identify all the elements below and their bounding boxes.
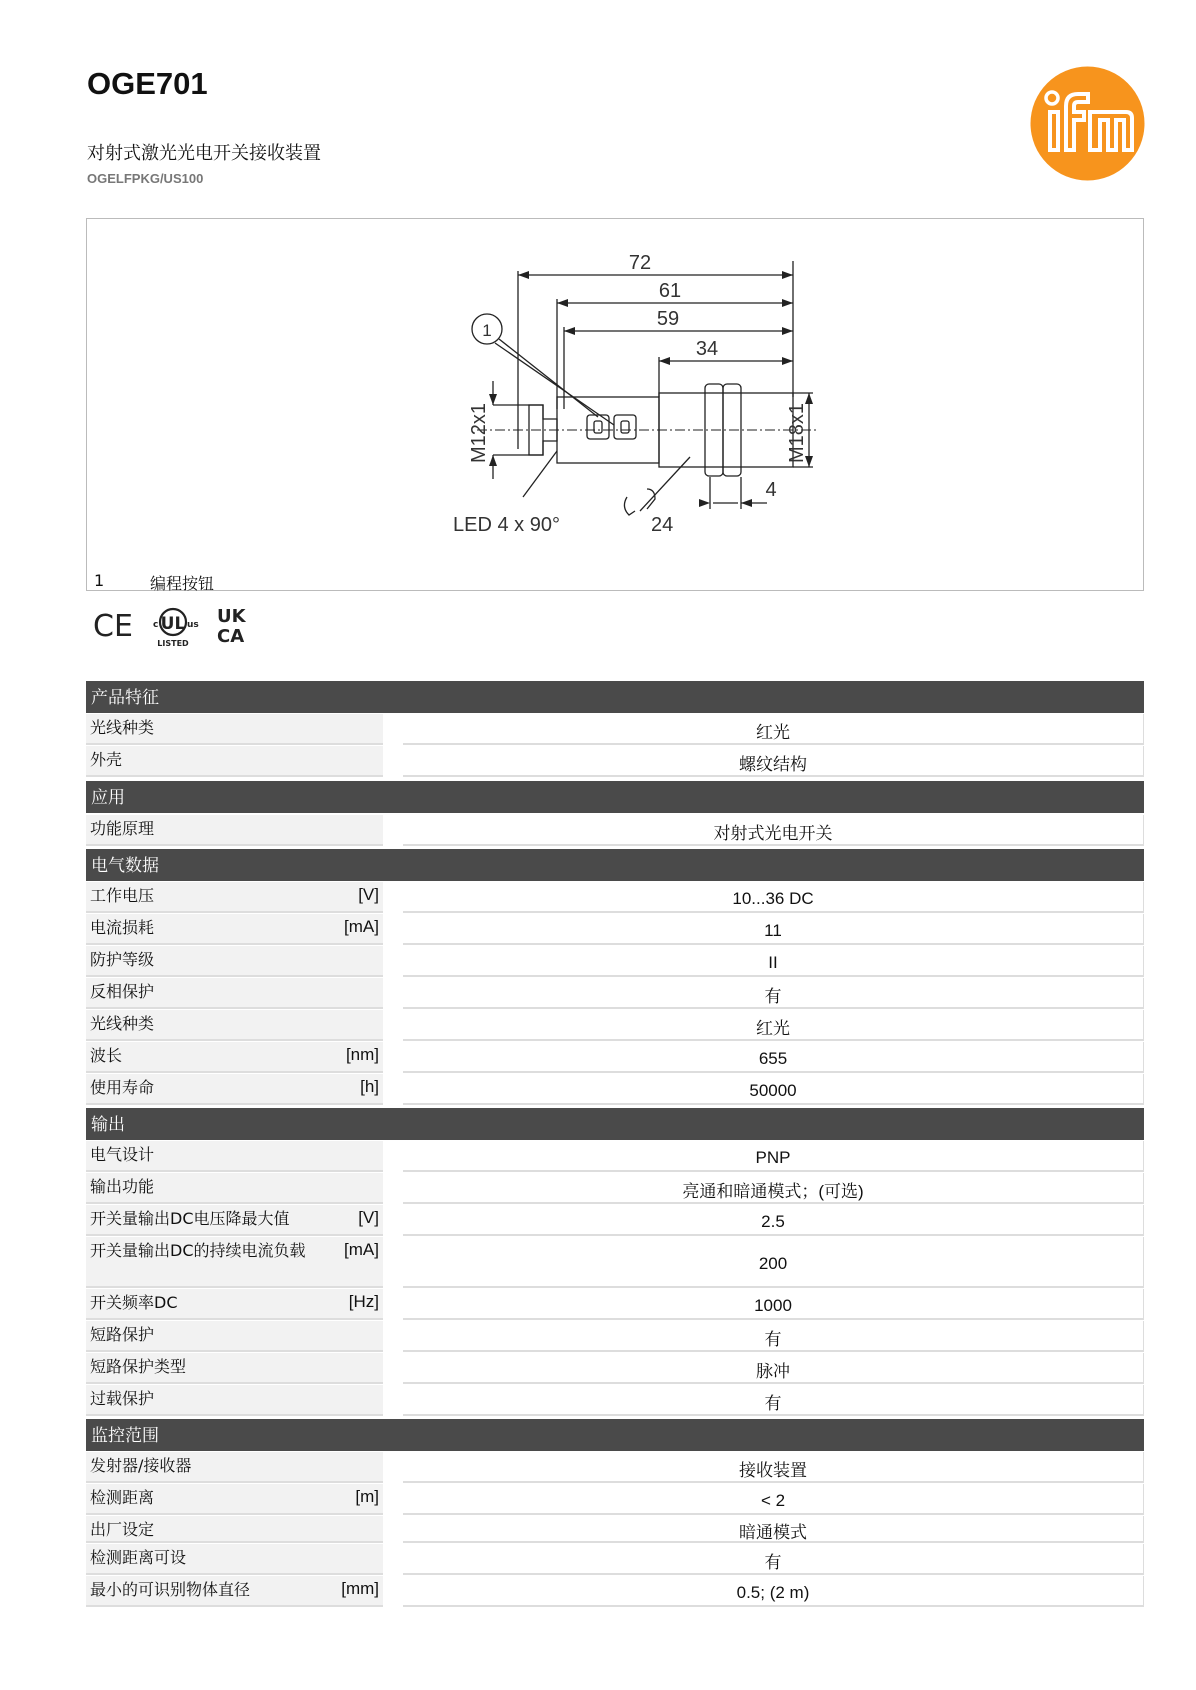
ifm-logo-icon — [1030, 66, 1145, 181]
spec-unit: [Hz] — [348, 1292, 379, 1311]
dim-4-label: 4 — [765, 479, 777, 501]
spec-label: 功能原理 — [90, 819, 155, 838]
spec-row — [86, 1452, 1144, 1483]
product-description: 对射式激光光电开关接收装置 — [87, 143, 321, 164]
spec-label: 反相保护 — [90, 982, 155, 1001]
spec-label: 短路保护 — [90, 1325, 155, 1344]
spec-row — [86, 815, 1144, 846]
spec-unit: [mA] — [344, 1240, 379, 1259]
spec-value: 0.5; (2 m) — [403, 1576, 1144, 1607]
section-header-output: 输出 — [86, 1108, 1144, 1140]
product-code: OGELFPKG/US100 — [87, 171, 204, 186]
led-label: LED 4 x 90° — [453, 514, 560, 536]
spec-row — [86, 714, 1144, 745]
spec-row — [86, 1544, 1144, 1575]
spec-value: 有 — [403, 1385, 1144, 1416]
spec-unit: [V] — [358, 885, 379, 904]
ul-listed-icon — [153, 609, 199, 648]
spec-value: 红光 — [403, 714, 1144, 745]
spec-label: 最小的可识别物体直径 — [90, 1580, 251, 1599]
spec-value: 有 — [403, 978, 1144, 1009]
spec-value: < 2 — [403, 1484, 1144, 1515]
legend-text: 编程按钮 — [150, 574, 215, 593]
spec-value: 暗通模式 — [403, 1516, 1144, 1543]
dimension-drawing — [86, 218, 1144, 591]
section-header-features: 产品特征 — [86, 681, 1144, 713]
spec-label: 短路保护类型 — [90, 1357, 187, 1376]
spec-row — [86, 1385, 1144, 1416]
callout-number: 1 — [482, 321, 492, 340]
spec-label: 防护等级 — [90, 950, 155, 969]
spec-row — [86, 1484, 1144, 1515]
dim-34-label: 34 — [695, 338, 719, 360]
spec-row — [86, 1205, 1144, 1236]
section-header-electrical: 电气数据 — [86, 849, 1144, 881]
spec-label: 光线种类 — [90, 1014, 155, 1033]
spec-value: 200 — [403, 1237, 1144, 1288]
spec-row — [86, 1576, 1144, 1607]
spec-unit: [m] — [355, 1487, 379, 1506]
spec-label: 工作电压 — [90, 886, 155, 905]
spec-label: 过载保护 — [90, 1389, 155, 1408]
spec-label: 出厂设定 — [90, 1520, 155, 1539]
spec-value: 2.5 — [403, 1205, 1144, 1236]
spec-row — [86, 1042, 1144, 1073]
spec-unit: [nm] — [345, 1045, 379, 1064]
spec-label: 检测距离 — [90, 1488, 155, 1507]
spec-label: 电流损耗 — [90, 918, 155, 937]
svg-text:CE: CE — [93, 609, 133, 644]
section-header-monitoring-range: 监控范围 — [86, 1419, 1144, 1451]
spec-label: 开关频率DC — [90, 1293, 178, 1312]
spec-value: II — [403, 946, 1144, 977]
spec-row — [86, 1074, 1144, 1105]
spec-row — [86, 946, 1144, 977]
spec-unit: [h] — [360, 1077, 379, 1096]
dim-61-label: 61 — [658, 280, 682, 302]
thread-m18-label: M18x1 — [786, 402, 808, 463]
legend-number: 1 — [94, 571, 105, 590]
svg-text:UL: UL — [160, 614, 186, 634]
spec-label: 开关量输出DC电压降最大值 — [90, 1209, 290, 1228]
certification-marks — [93, 600, 263, 650]
spec-label: 使用寿命 — [90, 1078, 155, 1097]
spec-value: 50000 — [403, 1074, 1144, 1105]
spec-value: 接收装置 — [403, 1452, 1144, 1483]
spec-row — [86, 1321, 1144, 1352]
spec-value: 有 — [403, 1321, 1144, 1352]
spec-label: 电气设计 — [90, 1145, 155, 1164]
spec-row — [86, 1237, 1144, 1288]
spec-row — [86, 1289, 1144, 1320]
spec-unit: [mA] — [344, 917, 379, 936]
spec-value: 655 — [403, 1042, 1144, 1073]
spec-value: 螺纹结构 — [403, 746, 1144, 777]
spec-row — [86, 1516, 1144, 1543]
spec-value: 亮通和暗通模式；(可选) — [403, 1173, 1144, 1204]
ukca-mark-icon — [217, 606, 247, 647]
dim-59-label: 59 — [656, 308, 680, 330]
spec-value: 红光 — [403, 1010, 1144, 1041]
spec-row — [86, 746, 1144, 777]
spec-value: 1000 — [403, 1289, 1144, 1320]
dim-72-label: 72 — [628, 252, 652, 274]
spec-row — [86, 1010, 1144, 1041]
spec-value: 10...36 DC — [403, 882, 1144, 913]
spec-label: 检测距离可设 — [90, 1548, 187, 1567]
spec-value: 脉冲 — [403, 1353, 1144, 1384]
spec-row — [86, 978, 1144, 1009]
spec-value: PNP — [403, 1141, 1144, 1172]
product-title: OGE701 — [87, 66, 208, 101]
wrench-size-label: 24 — [651, 514, 674, 536]
svg-text:c: c — [153, 620, 159, 630]
svg-text:CA: CA — [217, 626, 245, 647]
ce-mark-icon — [93, 609, 133, 644]
spec-label: 外壳 — [90, 750, 123, 769]
thread-m12-label: M12x1 — [468, 402, 490, 463]
spec-row — [86, 1141, 1144, 1172]
spec-value: 对射式光电开关 — [403, 815, 1144, 846]
svg-text:us: us — [187, 620, 199, 630]
spec-unit: [mm] — [341, 1579, 379, 1598]
spec-value: 11 — [403, 914, 1144, 945]
spec-row — [86, 882, 1144, 913]
svg-text:UK: UK — [217, 606, 246, 627]
spec-label: 光线种类 — [90, 718, 155, 737]
spec-label: 开关量输出DC的持续电流负载 — [90, 1241, 306, 1260]
svg-text:LISTED: LISTED — [157, 639, 189, 648]
spec-row — [86, 1353, 1144, 1384]
spec-row — [86, 914, 1144, 945]
spec-value: 有 — [403, 1544, 1144, 1575]
section-header-application: 应用 — [86, 781, 1144, 813]
spec-unit: [V] — [358, 1208, 379, 1227]
spec-label: 输出功能 — [90, 1177, 155, 1196]
spec-label: 波长 — [90, 1046, 123, 1065]
spec-label: 发射器/接收器 — [90, 1456, 192, 1475]
spec-row — [86, 1173, 1144, 1204]
